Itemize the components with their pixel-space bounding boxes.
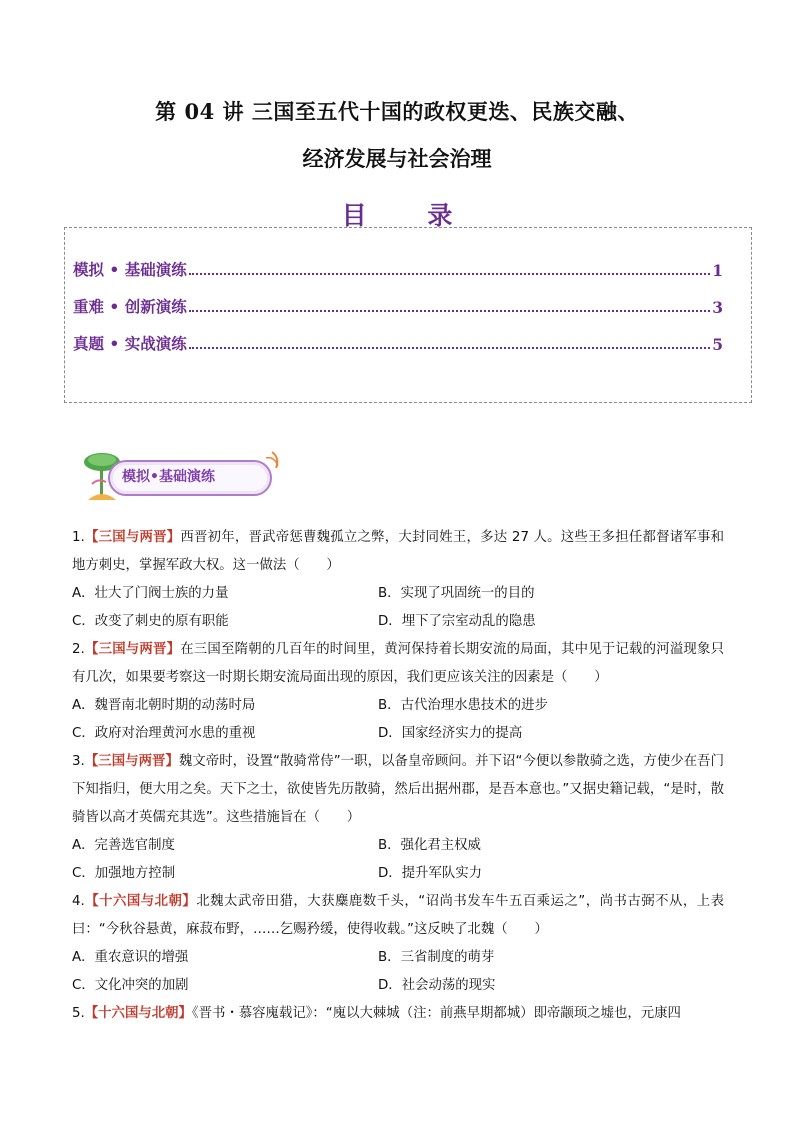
- question-tag: 【十六国与北朝】: [84, 894, 197, 909]
- question-number: 4.: [72, 894, 85, 909]
- toc-leader-dots: [189, 273, 711, 275]
- section-badge-label: 模拟•基础演练: [122, 469, 215, 485]
- option-d[interactable]: D．埋下了宗室动乱的隐患: [378, 614, 536, 629]
- option-row: [72, 580, 724, 608]
- question-number: 5.: [72, 1006, 85, 1021]
- option-a[interactable]: A．壮大了门阀士族的力量: [72, 586, 229, 601]
- toc-heading: 目 录: [341, 201, 479, 230]
- option-row: [72, 944, 724, 972]
- question-list: [72, 524, 724, 1028]
- option-b[interactable]: B．古代治理水患技术的进步: [378, 698, 548, 713]
- question-item: [72, 636, 724, 692]
- toc-entry-label: 模拟 • 基础演练: [73, 260, 187, 279]
- option-d[interactable]: D．国家经济实力的提高: [378, 726, 523, 741]
- toc-entry-page: 3: [712, 298, 723, 317]
- question-stem: 《晋书・慕容廆载记》：“廆以大棘城（注：前燕早期都城）即帝颛顼之墟也，元康四: [191, 1006, 681, 1021]
- toc-entry[interactable]: [73, 295, 723, 317]
- question-tag: 【三国与两晋】: [84, 754, 179, 769]
- option-row: [72, 972, 724, 1000]
- option-row: [72, 692, 724, 720]
- table-of-contents: [64, 227, 752, 403]
- option-row: [72, 608, 724, 636]
- option-c[interactable]: C．加强地方控制: [72, 866, 176, 881]
- toc-entry[interactable]: [73, 258, 723, 280]
- toc-leader-dots: [189, 310, 711, 312]
- question-tag: 【十六国与北朝】: [84, 1006, 192, 1021]
- question-item: [72, 748, 724, 832]
- question-number: 2.: [72, 642, 85, 657]
- toc-entry-page: 1: [712, 261, 723, 280]
- option-a[interactable]: A．完善选官制度: [72, 838, 175, 853]
- option-c[interactable]: C．政府对治理黄河水患的重视: [72, 726, 256, 741]
- option-c[interactable]: C．文化冲突的加剧: [72, 978, 189, 993]
- option-d[interactable]: D．社会动荡的现实: [378, 978, 496, 993]
- option-b[interactable]: B．三省制度的萌芽: [378, 950, 495, 965]
- question-stem: 西晋初年，晋武帝惩曹魏孤立之弊，大封同姓王，多达 27 人。这些王多担任都督诸军事和地方刺史，掌握军政大权。这一做法（ ）: [72, 530, 724, 573]
- question-stem: 在三国至隋朝的几百年的时间里，黄河保持着长期安流的局面，其中见于记载的河溢现象只有几次，如果要考察这一时期长期安流局面出现的原因，我们更应该关注的因素是（ ）: [72, 642, 725, 685]
- question-number: 3.: [72, 754, 85, 769]
- question-tag: 【三国与两晋】: [84, 642, 181, 657]
- option-a[interactable]: A．魏晋南北朝时期的动荡时局: [72, 698, 256, 713]
- toc-entry-page: 5: [712, 335, 723, 354]
- option-d[interactable]: D．提升军队实力: [378, 866, 483, 881]
- option-c[interactable]: C．改变了刺史的原有职能: [72, 614, 229, 629]
- document-title-line1: 第 04 讲 三国至五代十国的政权更迭、民族交融、: [155, 99, 639, 124]
- question-stem: 北魏太武帝田猎，大获麋鹿数千头，“诏尚书发车牛五百乘运之”，尚书古弼不从，上表曰：“今秋谷悬黄，麻菽布野，……乞赐矜缓，使得收载。”这反映了北魏（ ）: [72, 894, 724, 937]
- question-item: [72, 888, 724, 944]
- toc-entry[interactable]: [73, 332, 723, 354]
- option-b[interactable]: B．强化君主权威: [378, 838, 481, 853]
- option-row: [72, 720, 724, 748]
- option-row: [72, 832, 724, 860]
- question-item: [72, 524, 724, 580]
- option-row: [72, 860, 724, 888]
- toc-entry-label: 重难 • 创新演练: [73, 297, 187, 316]
- option-b[interactable]: B．实现了巩固统一的目的: [378, 586, 535, 601]
- toc-entry-label: 真题 • 实战演练: [73, 334, 187, 353]
- question-number: 1.: [72, 530, 85, 545]
- question-stem: 魏文帝时，设置“散骑常侍”一职，以备皇帝顾问。并下诏“今便以参散骑之选，方使少在吾门下知指归，便大用之矣。天下之士，欲使皆先历散骑，然后出据州郡，是吾本意也。”又据史籍记载，“是时，散骑皆以高才英儒充其选”。这些措施旨在（ ）: [72, 754, 725, 825]
- question-tag: 【三国与两晋】: [84, 530, 181, 545]
- toc-leader-dots: [189, 347, 711, 349]
- question-item: [72, 1000, 724, 1028]
- section-badge: [80, 444, 300, 506]
- document-title-line2: 经济发展与社会治理: [302, 146, 492, 171]
- option-a[interactable]: A．重农意识的增强: [72, 950, 189, 965]
